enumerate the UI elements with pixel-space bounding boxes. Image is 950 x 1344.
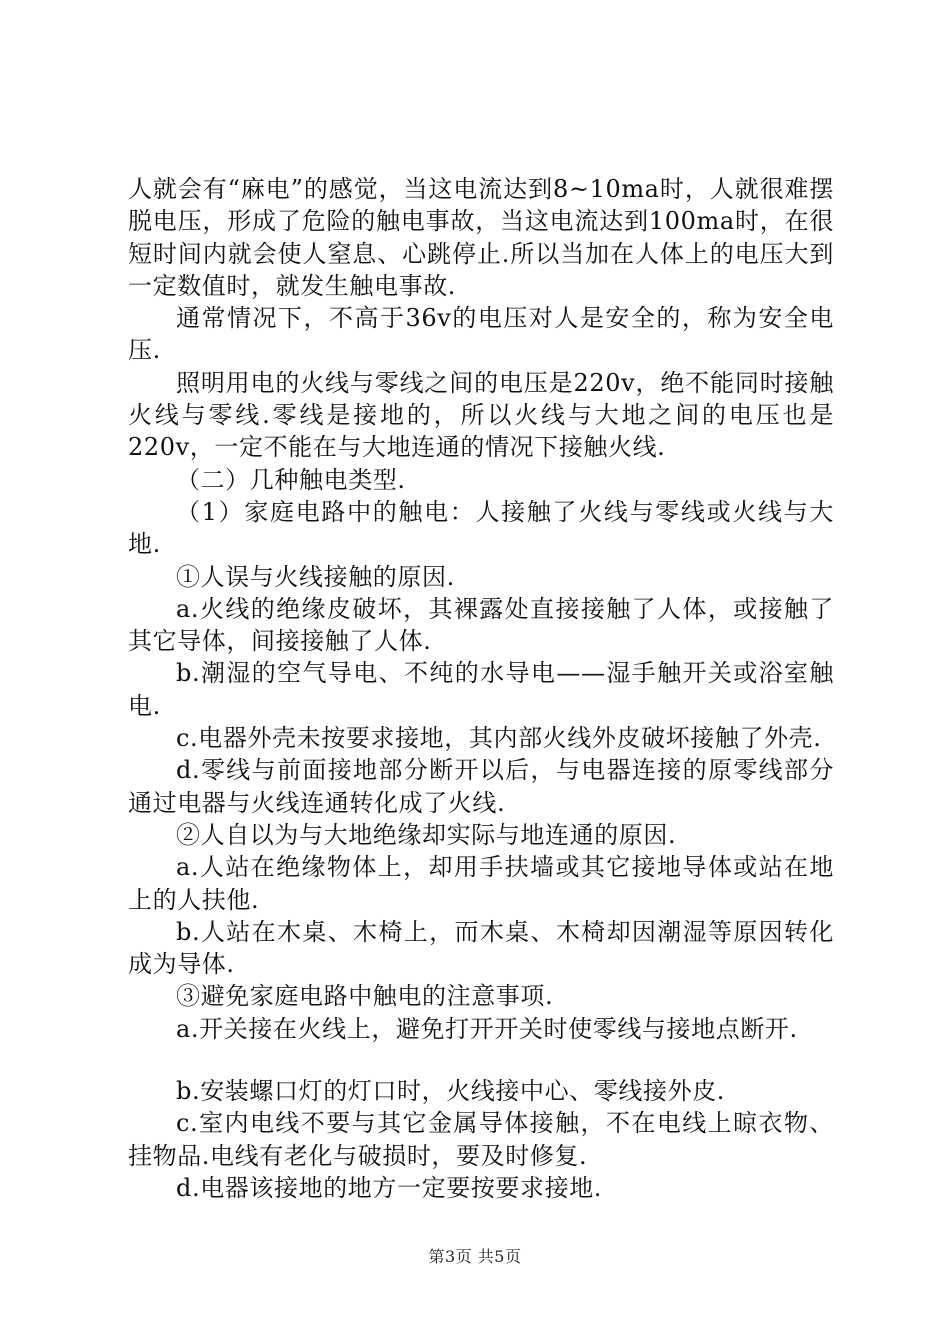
- paragraph: 人就会有“麻电”的感觉，当这电流达到8~10ma时，人就很难摆脱电压，形成了危险的触电事故，当这电流达到100ma时，在很短时间内就会使人窒息、心跳停止.所以当加在人体上的电压大到一定数值时，就发生触电事故.: [128, 175, 834, 300]
- paragraph: 通常情况下，不高于36v的电压对人是安全的，称为安全电压.: [128, 304, 834, 365]
- paragraph: d.零线与前面接地部分断开以后，与电器连接的原零线部分通过电器与火线连通转化成了火线.: [128, 756, 834, 817]
- paragraph: （二）几种触电类型.: [176, 465, 406, 494]
- paragraph: a.开关接在火线上，避免打开开关时使零线与接地点断开.: [176, 1014, 798, 1043]
- page-footer: 第3页 共5页: [428, 1247, 522, 1266]
- paragraph: a.火线的绝缘皮破坏，其裸露处直接接触了人体，或接触了其它导体，间接接触了人体.: [128, 594, 834, 656]
- paragraph: a.人站在绝缘物体上，却用手扶墙或其它接地导体或站在地上的人扶他.: [128, 853, 834, 914]
- paragraph: c.电器外壳未按要求接地，其内部火线外皮破坏接触了外壳.: [176, 724, 822, 753]
- paragraph: c.室内电线不要与其它金属导体接触，不在电线上晾衣物、挂物品.电线有老化与破损时，要及时修复.: [128, 1109, 834, 1170]
- document-body: [128, 173, 834, 1204]
- paragraph: ②人自以为与大地绝缘却实际与地连通的原因.: [176, 820, 677, 849]
- paragraph: ③避免家庭电路中触电的注意事项.: [176, 982, 554, 1011]
- paragraph: （1）家庭电路中的触电：人接触了火线与零线或火线与大地.: [128, 497, 834, 559]
- paragraph: b.安装螺口灯的灯口时，火线接中心、零线接外皮.: [176, 1077, 726, 1106]
- paragraph: 照明用电的火线与零线之间的电压是220v，绝不能同时接触火线与零线.零线是接地的，所以火线与大地之间的电压也是220v，一定不能在与大地连通的情况下接触火线.: [128, 368, 834, 462]
- paragraph: b.人站在木桌、木椅上，而木桌、木椅却因潮湿等原因转化成为导体.: [128, 917, 834, 979]
- paragraph: b.潮湿的空气导电、不纯的水导电——湿手触开关或浴室触电.: [128, 659, 834, 720]
- paragraph: d.电器该接地的地方一定要按要求接地.: [176, 1173, 603, 1202]
- paragraph: ①人误与火线接触的原因.: [176, 562, 455, 591]
